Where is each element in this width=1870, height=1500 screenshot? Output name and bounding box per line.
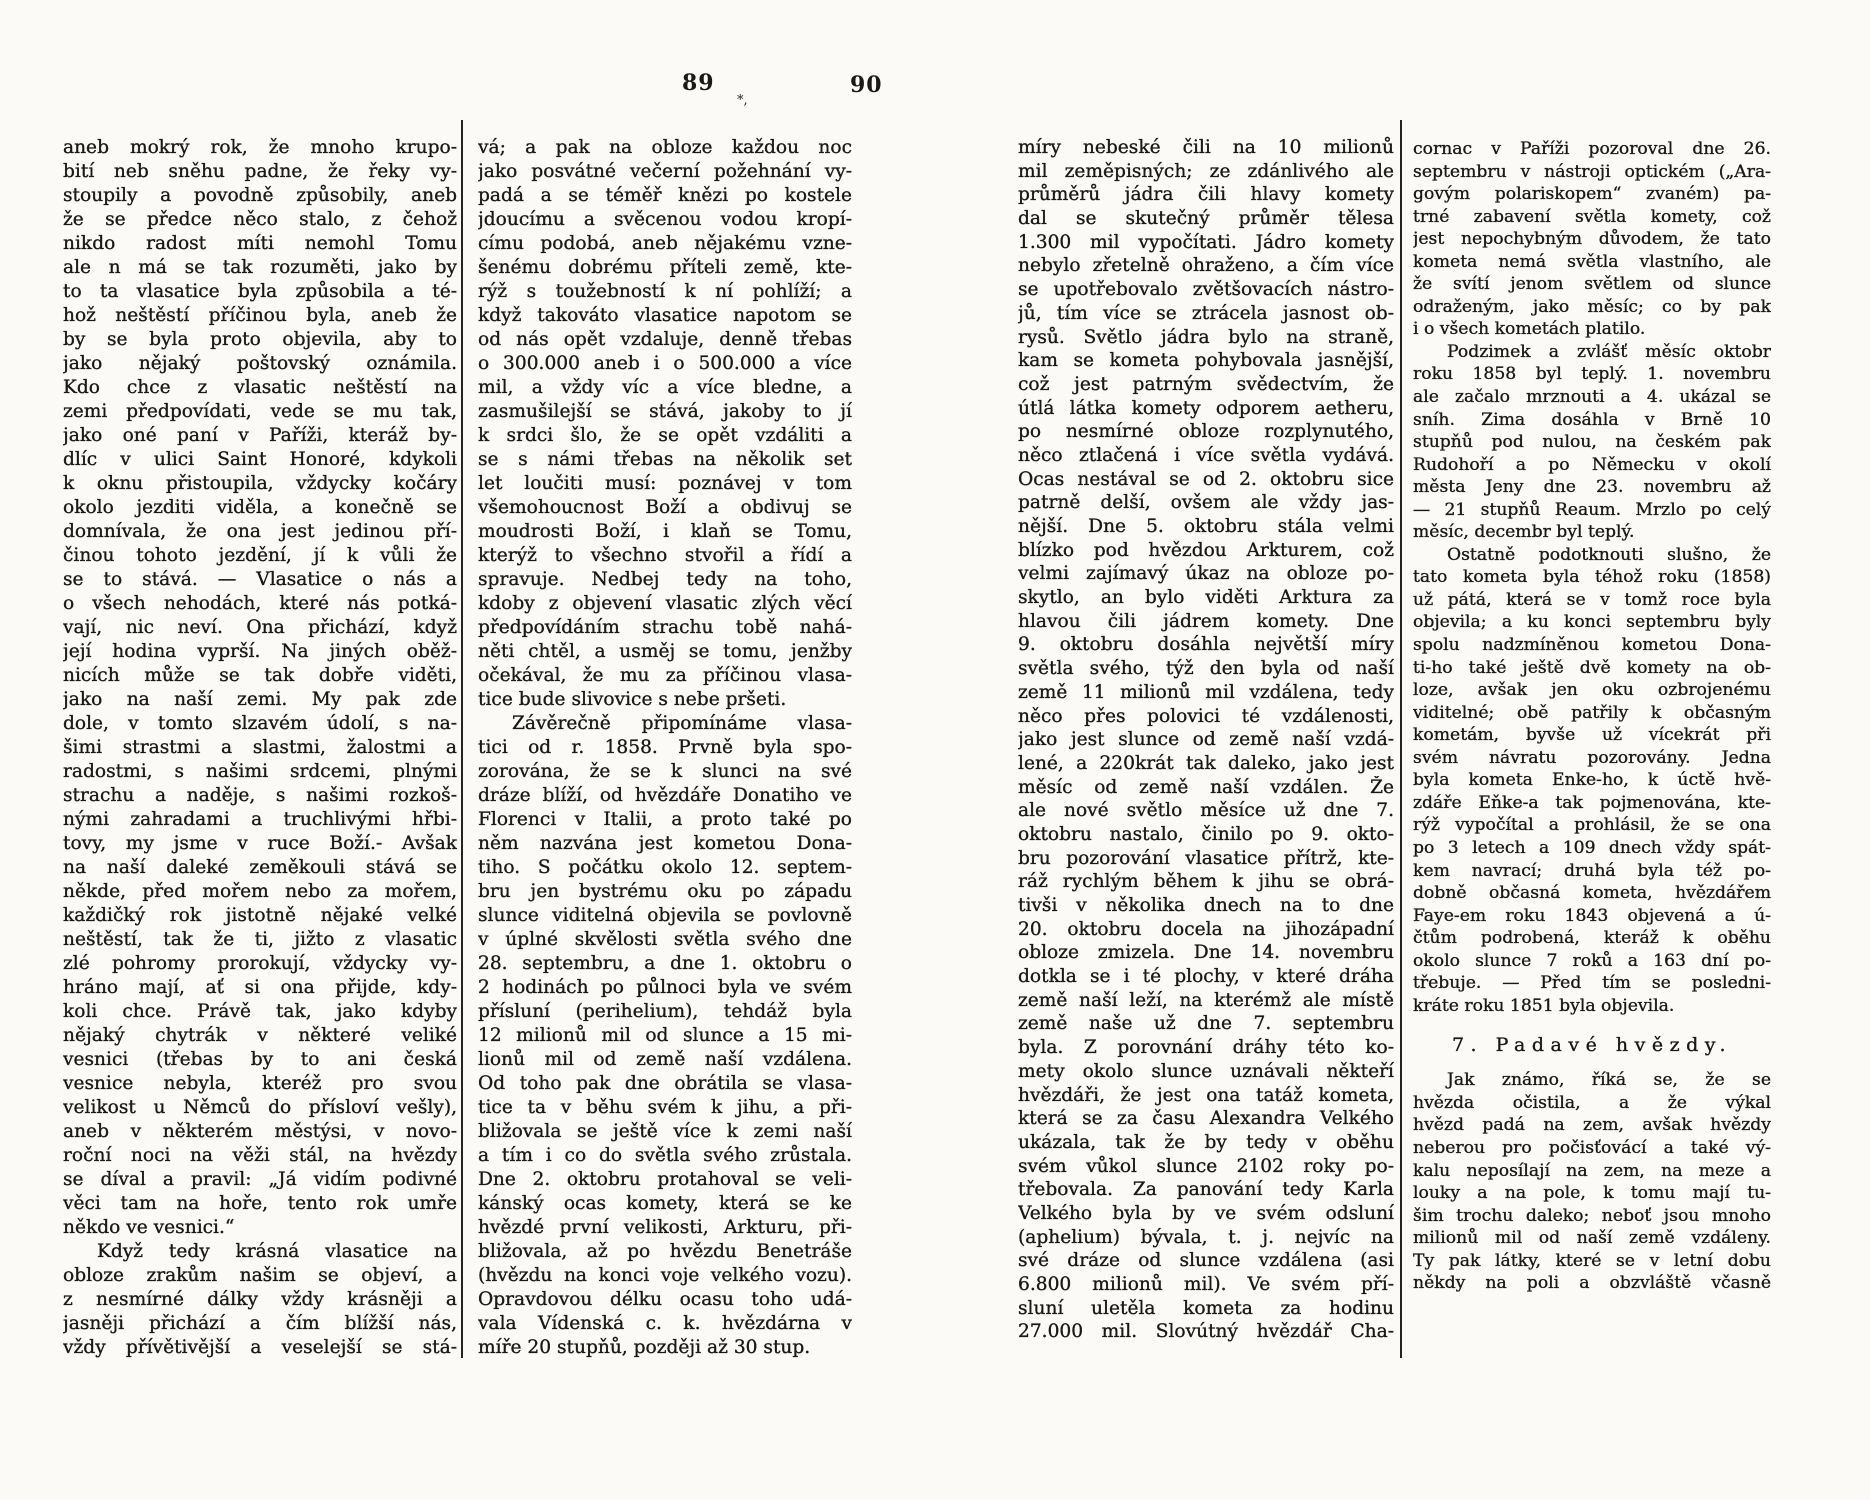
text-line: se upotřebovalo zvětšovacích nástro-: [1018, 279, 1394, 301]
text-line: šimi strastmi a slastmi, žalostmi a: [63, 737, 457, 758]
text-line: nicích může se tak dobře viděti,: [63, 665, 457, 686]
text-line: hlavou čili jádrem komety. Dne: [1018, 610, 1394, 632]
text-line: a tím i co do světla svého zrůstala.: [478, 1145, 852, 1166]
text-line: ukázala, tak že by tedy v oběhu: [1018, 1131, 1394, 1153]
text-line: patrně delší, ovšem ale vždy jas-: [1018, 492, 1394, 514]
text-line: bližovala se ještě více k zemi naší: [478, 1121, 852, 1142]
text-line: byla. Z porovnání dráhy této ko-: [1018, 1037, 1394, 1059]
text-line: by se byla proto objevila, aby to: [63, 329, 457, 350]
text-line: něco přes polovici té vzdálenosti,: [1018, 705, 1394, 727]
text-line: zasmušilejší se stává, jakoby to jí: [478, 401, 852, 422]
text-line: vesnice nebyla, kteréž pro svou: [63, 1073, 457, 1094]
text-line: Od toho pak dne obrátila se vlasa-: [478, 1073, 852, 1094]
text-line: trné zabavení světla komety, což: [1413, 206, 1771, 227]
text-line: 9. oktobru dosáhla největší míry: [1018, 634, 1394, 656]
text-line: zorována, že se k slunci na své: [478, 761, 852, 782]
text-line: domnívala, že ona jest jedinou pří-: [63, 521, 457, 542]
text-line: blízko pod hvězdou Arkturem, což: [1018, 539, 1394, 561]
text-line: věci tam na hoře, tento rok umře: [63, 1193, 457, 1214]
text-line: po nesmírné obloze rozplynutého,: [1018, 421, 1394, 443]
text-line: roční noci na věži stál, na hvězdy: [63, 1145, 457, 1166]
text-line: Kdo chce z vlasatic neštěstí na: [63, 377, 457, 398]
text-line: okolo slunce 7 roků a 163 dní po-: [1413, 950, 1771, 971]
text-line: sníh. Zima dosáhla v Brně 10: [1413, 409, 1771, 430]
text-line: objevila; a ku konci septembru byly: [1413, 612, 1771, 633]
text-line: už pátá, která se v tomž roce byla: [1413, 589, 1771, 610]
text-line: když takováto vlasatice napotom se: [478, 305, 852, 326]
text-line: průměrů jádra čili hlavy komety: [1018, 184, 1394, 206]
text-line: neštěstí, tak že ti, jižto z vlasatic: [63, 929, 457, 950]
text-line: což jest patrným svědectvím, že: [1018, 373, 1394, 395]
text-line: jako oné paní v Paříži, kteráž by-: [63, 425, 457, 446]
text-line: rysů. Světlo jádra bylo na straně,: [1018, 326, 1394, 348]
text-line: kam se kometa pohybovala jasnější,: [1018, 350, 1394, 372]
text-line: na naší daleké zeměkouli stává se: [63, 857, 457, 878]
text-line: nými zahradami a truchlivými hřbi-: [63, 809, 457, 830]
text-line: tice ta v běhu svém k jihu, a při-: [478, 1097, 852, 1118]
text-line: koli chce. Právě tak, jako kdyby: [63, 1001, 457, 1022]
text-line: dole, v tomto slzavém údolí, s na-: [63, 713, 457, 734]
text-line: míře 20 stupňů, později až 30 stup.: [478, 1337, 811, 1358]
text-line: něti chtěl, a usměj se tomu, jenžby: [478, 641, 852, 662]
text-column-3: [1018, 136, 1394, 1344]
text-line: vždy přívětivější a veselejší se stá-: [63, 1337, 457, 1358]
text-line: bru jen bystrému oku po západu: [478, 881, 852, 902]
text-line: let loučiti musí: poznávej v tom: [478, 473, 852, 494]
text-line: septembru v nástroji optickém („Ara-: [1413, 161, 1771, 182]
text-line: jako na naší zemi. My pak zde: [63, 689, 457, 710]
text-line: kalu neposílají na zem, na meze a: [1413, 1160, 1771, 1181]
text-line: moudrosti Boží, i klaň se Tomu,: [478, 521, 852, 542]
text-line: každičký rok jistotně nějaké velké: [63, 905, 457, 926]
text-line: rýž vypočítal a prohlásil, že se ona: [1413, 815, 1771, 836]
text-line: tice bude slivovice s nebe pršeti.: [478, 689, 787, 710]
text-line: i o všech kometách platilo.: [1413, 319, 1646, 340]
page-number-right: 90: [850, 72, 883, 98]
text-line: padá a se téměř knězi po kostele: [478, 185, 852, 206]
text-line: své dráze od slunce vzdálena (asi: [1018, 1250, 1394, 1272]
text-line: o všech nehodách, které nás potká-: [63, 593, 457, 614]
text-line: Jak známo, říká se, že se: [1447, 1070, 1771, 1091]
text-line: ale začalo mrznouti a 4. ukázal se: [1413, 387, 1771, 408]
text-line: zdáře Eňke-a tak pojmenována, kte-: [1413, 792, 1771, 813]
text-line: bití neb sněhu padne, že řeky vy-: [63, 161, 457, 182]
text-line: oktobru nastalo, činilo po 9. okto-: [1018, 823, 1394, 845]
text-line: lionů mil od země naší vzdálena.: [478, 1049, 852, 1070]
text-line: rýž s toužebností k ní pohlíží; a: [478, 281, 852, 302]
text-line: hvězdáři, že jest ona tatáž kometa,: [1018, 1084, 1394, 1106]
text-line: nějaký chytrák v některé veliké: [63, 1025, 457, 1046]
text-line: bru pozorování vlasatice přítrž, kte-: [1018, 847, 1394, 869]
text-line: svém návratu pozorovány. Jedna: [1413, 747, 1771, 768]
text-line: 6.800 milionů mil). Ve svém pří-: [1018, 1274, 1394, 1295]
text-line: strachu a naděje, s našimi rozkoš-: [63, 785, 457, 806]
text-line: kánský ocas komety, která se ke: [478, 1193, 852, 1214]
text-line: čtům podrobená, kteráž k oběhu: [1413, 928, 1771, 949]
text-line: ráž rychlým během k jihu se obrá-: [1018, 871, 1394, 893]
text-line: kometám, byvše už vícekrát při: [1413, 725, 1771, 746]
text-line: tiho. S počátku okolo 12. septem-: [478, 857, 852, 878]
text-line: 1.300 mil vypočítati. Jádro komety: [1018, 231, 1394, 253]
text-line: k oknu přistoupila, vždycky kočáry: [63, 473, 457, 494]
text-column-4: [1413, 138, 1771, 1295]
text-line: hvězdé první velikosti, Arkturu, při-: [478, 1217, 852, 1238]
text-line: někdo ve vesnici.“: [63, 1217, 235, 1238]
text-line: země 11 milionů mil vzdálena, tedy: [1018, 681, 1394, 703]
text-line: Velkého byla by ve svém odsluní: [1018, 1202, 1394, 1224]
text-line: ti-ho také ještě dvě komety na ob-: [1413, 657, 1771, 678]
section-heading: 7. Padavé hvězdy.: [1451, 1034, 1733, 1057]
text-line: Florenci v Italii, a proto také po: [478, 809, 852, 830]
text-line: Opravdovou délku ocasu toho udá-: [478, 1289, 852, 1310]
text-line: velmi zajímavý úkaz na obloze po-: [1018, 563, 1394, 585]
text-line: zemi předpovídati, vede se mu tak,: [63, 401, 457, 422]
text-line: někdy na poli a obzvláště včasně: [1413, 1273, 1771, 1294]
text-line: v úplné skvělosti světla svého dne: [478, 929, 852, 950]
text-line: třebovala. Za panování tedy Karla: [1018, 1179, 1394, 1201]
text-line: ale n má se tak rozuměti, jako by: [63, 257, 457, 278]
text-line: viditelné; obě patřily k občasným: [1413, 702, 1771, 723]
text-line: jdoucímu a svěcenou vodou kropí-: [478, 209, 852, 230]
text-line: tici od r. 1858. Prvně byla spo-: [478, 737, 852, 758]
text-line: kdoby z objevení vlasatic zlých věcí: [478, 593, 852, 614]
page-number-left: 89: [682, 70, 715, 96]
text-line: od nás opět vzdaluje, denně třebas: [478, 329, 852, 350]
text-line: cornac v Paříži pozoroval dne 26.: [1413, 139, 1771, 159]
text-line: po 3 letech a 109 dnech vždy spát-: [1413, 837, 1771, 858]
text-column-2: [478, 136, 852, 1360]
text-line: nější. Dne 5. oktobru stála velmi: [1018, 516, 1394, 537]
text-line: Ostatně podotknouti slušno, že: [1447, 544, 1771, 565]
text-line: šenému dobrému příteli země, kte-: [478, 257, 852, 278]
text-line: šim trochu daleko; neboť jsou mnoho: [1413, 1205, 1771, 1226]
text-line: země naše už dne 7. septembru: [1018, 1013, 1394, 1035]
text-line: byla kometa Enke-ho, k úctě hvě-: [1413, 770, 1771, 791]
text-line: kometa nemá světla vlastního, ale: [1413, 251, 1771, 272]
text-line: přísluní (perihelium), tehdáž byla: [478, 1001, 852, 1022]
column-divider-right-page: [1400, 120, 1402, 1358]
text-line: Podzimek a zvlášť měsíc oktobr: [1447, 341, 1771, 362]
text-line: spolu nadzmíněnou kometou Dona-: [1413, 635, 1771, 656]
text-line: někde, před mořem nebo za mořem,: [63, 881, 457, 902]
text-line: něco ztlačená i více světla vydává.: [1018, 444, 1394, 466]
text-line: stupňů pod nulou, na českém pak: [1413, 432, 1771, 453]
text-line: mil zeměpisných; ze zdánlivého ale: [1018, 160, 1394, 182]
text-line: měsíc, decembr byl teplý.: [1413, 522, 1635, 543]
text-line: stoupily a povodně způsobily, aneb: [63, 185, 457, 206]
text-line: 2 hodinách po půlnoci byla ve svém: [478, 977, 852, 998]
text-line: očekával, že mu za příčinou vlasa-: [478, 665, 852, 686]
text-line: země naší leží, na kterémž ale místě: [1018, 989, 1394, 1011]
text-line: Faye-em roku 1843 objevená a ú-: [1413, 905, 1771, 926]
text-line: 27.000 mil. Slovútný hvězdář Cha-: [1018, 1321, 1394, 1343]
text-line: Ty pak látky, které se v letní dobu: [1413, 1250, 1771, 1271]
text-line: jako jest slunce od země naší vzdá-: [1018, 729, 1394, 751]
text-line: velikost u Němců do přísloví vešly),: [63, 1097, 457, 1118]
text-line: bližovala, až po hvězdu Benetráše: [478, 1241, 852, 1262]
text-line: jů, tím více se ztrácela jasnost ob-: [1018, 302, 1394, 324]
text-line: dlíc v ulici Saint Honoré, kdykoli: [63, 449, 457, 470]
text-line: okolo jezditi viděla, a konečně se: [63, 497, 457, 518]
text-line: dobně občasná kometa, hvězdářem: [1413, 883, 1771, 904]
text-line: její hodina vyprší. Na jiných oběž-: [63, 641, 457, 662]
text-line: jako posvátné večerní požehnání vy-: [478, 161, 852, 182]
text-line: dráze blíží, od hvězdáře Donatiho ve: [478, 785, 852, 806]
text-line: předpovídáním strachu tobě nahá-: [478, 617, 852, 638]
text-line: govým polariskopem“ zvaném) pa-: [1413, 184, 1771, 205]
text-line: měsíc od země naší vzdálen. Že: [1018, 776, 1394, 798]
text-line: louky a na pole, k tomu mají tu-: [1413, 1183, 1771, 1204]
text-line: kterýž to všechno stvořil a řídí a: [478, 545, 852, 566]
text-line: odraženým, jako měsíc; co by pak: [1413, 296, 1771, 317]
text-column-1: [63, 136, 457, 1360]
text-line: Rudohoří a po Německu v okolí: [1413, 454, 1771, 475]
text-line: obloze zmizela. Dne 14. novembru: [1018, 942, 1394, 964]
text-line: jasněji přichází a čím blížší nás,: [63, 1313, 457, 1334]
text-line: Ocas nestával se od 2. oktobru sice: [1018, 468, 1394, 490]
text-line: mety okolo slunce uznávali někteří: [1018, 1060, 1394, 1082]
text-line: z nesmírné dálky vždy krásněji a: [63, 1289, 457, 1310]
text-line: Závěrečně připomínáme vlasa-: [512, 713, 852, 734]
text-line: aneb mokrý rok, že mnoho krupo-: [63, 137, 457, 158]
text-line: 28. septembru, a dne 1. oktobru o: [478, 953, 852, 974]
text-line: města Jeny dne 23. novembru až: [1413, 477, 1771, 498]
text-line: všemohoucnost Boží a obdivuj se: [478, 497, 852, 518]
column-divider-left-page: [461, 120, 463, 1358]
text-line: Dne 2. oktobru protahoval se veli-: [478, 1169, 852, 1190]
text-line: něm nazvána jest kometou Dona-: [478, 833, 852, 854]
text-line: vají, nic neví. Ona přichází, když: [63, 617, 457, 638]
text-line: (hvězdu na konci voje velkého vozu).: [478, 1265, 852, 1286]
text-line: tivši v několika dnech na to dne: [1018, 895, 1394, 916]
text-line: mil, a vždy víc a více bledne, a: [478, 377, 852, 398]
text-line: neberou pro počisťovácí a také vý-: [1413, 1137, 1771, 1158]
text-line: radostmi, s našimi srdcemi, plnými: [63, 761, 457, 782]
text-line: hvězd padá na zem, avšak hvězdy: [1413, 1115, 1771, 1136]
text-line: roku 1858 byl teplý. 1. novembru: [1413, 364, 1771, 385]
text-line: nikdo radost míti nemohl Tomu: [63, 233, 457, 254]
text-line: činou tohoto jezdění, jí k vůli že: [63, 545, 457, 566]
text-line: — 21 stupňů Reaum. Mrzlo po celý: [1413, 499, 1771, 520]
text-line: se s námi třebas na několik set: [478, 449, 852, 470]
text-line: aneb v některém městýsi, v novo-: [63, 1121, 457, 1142]
text-line: vá; a pak na obloze každou noc: [478, 137, 852, 158]
text-line: 20. oktobru docela na jihozápadní: [1018, 918, 1394, 940]
text-line: dal se skutečný průměr tělesa: [1018, 208, 1394, 230]
text-line: kráte roku 1851 byla objevila.: [1413, 995, 1675, 1016]
text-line: nebylo zřetelně ohraženo, a čím více: [1018, 255, 1394, 277]
text-line: skytlo, an bylo viděti Arktura za: [1018, 587, 1394, 609]
text-line: zlé pohromy prorokují, vždycky vy-: [63, 953, 457, 974]
text-line: hráno mají, ať si ona přijde, kdy-: [63, 977, 457, 998]
text-line: o 300.000 aneb i o 500.000 a více: [478, 353, 852, 374]
text-line: kem navrací; druhá byla též po-: [1413, 860, 1771, 881]
text-line: míry nebeské čili na 10 milionů: [1018, 137, 1394, 158]
text-line: tovy, my jsme v ruce Boží.- Avšak: [63, 833, 457, 854]
text-line: loze, avšak jen oku ozbrojenému: [1413, 680, 1771, 701]
text-line: svém vůkol slunce 2102 roky po-: [1018, 1155, 1394, 1177]
text-line: světla svého, týž den byla od naší: [1018, 658, 1394, 680]
text-line: že svítí jenom světlem od slunce: [1413, 274, 1771, 295]
text-line: lené, a 220krát tak daleko, jako jest: [1018, 752, 1394, 774]
text-line: spravuje. Nedbej tedy na toho,: [478, 569, 852, 590]
text-line: třebuje. — Před tím se posledni-: [1413, 973, 1771, 994]
text-line: dotkla se i té plochy, v které dráha: [1018, 966, 1394, 988]
text-line: že se předce něco stalo, z čehož: [63, 209, 457, 230]
text-line: ale nové světlo měsíce už dne 7.: [1018, 800, 1394, 822]
text-line: (aphelium) bývala, t. j. nejvíc na: [1018, 1226, 1394, 1248]
text-line: k srdci šlo, že se opět vzdáliti a: [478, 425, 852, 446]
printers-mark: *,: [737, 93, 748, 108]
text-line: vala Vídenská c. k. hvězdárna v: [478, 1313, 852, 1334]
text-line: milionů mil od naší země vzdáleny.: [1413, 1228, 1771, 1249]
text-line: se to stává. — Vlasatice o nás a: [63, 569, 457, 590]
text-line: se díval a pravil: „Já vidím podivné: [63, 1169, 457, 1190]
text-line: útlá látka komety odporem aetheru,: [1018, 397, 1394, 419]
text-line: tato kometa byla téhož roku (1858): [1413, 567, 1771, 588]
text-line: to ta vlasatice byla způsobila a té-: [63, 281, 457, 302]
text-line: vesnici (třebas by to ani česká: [63, 1049, 457, 1070]
text-line: címu podobá, aneb nějakému vzne-: [478, 233, 852, 254]
text-line: hož neštěstí příčinou byla, aneb že: [63, 305, 457, 326]
text-line: hvězda očistila, a že výkal: [1413, 1092, 1771, 1113]
text-line: 12 milionů mil od slunce a 15 mi-: [478, 1025, 852, 1046]
text-line: slunce viditelná objevila se povlovně: [478, 905, 852, 926]
text-line: která se za času Alexandra Velkého: [1018, 1108, 1394, 1130]
text-line: sluní uletěla kometa za hodinu: [1018, 1297, 1394, 1319]
text-line: jest nepochybným důvodem, že tato: [1413, 229, 1771, 250]
text-line: jako nějaký poštovský oznámila.: [63, 353, 457, 374]
text-line: obloze zrakům našim se objeví, a: [63, 1265, 457, 1286]
text-line: Když tedy krásná vlasatice na: [97, 1241, 457, 1262]
